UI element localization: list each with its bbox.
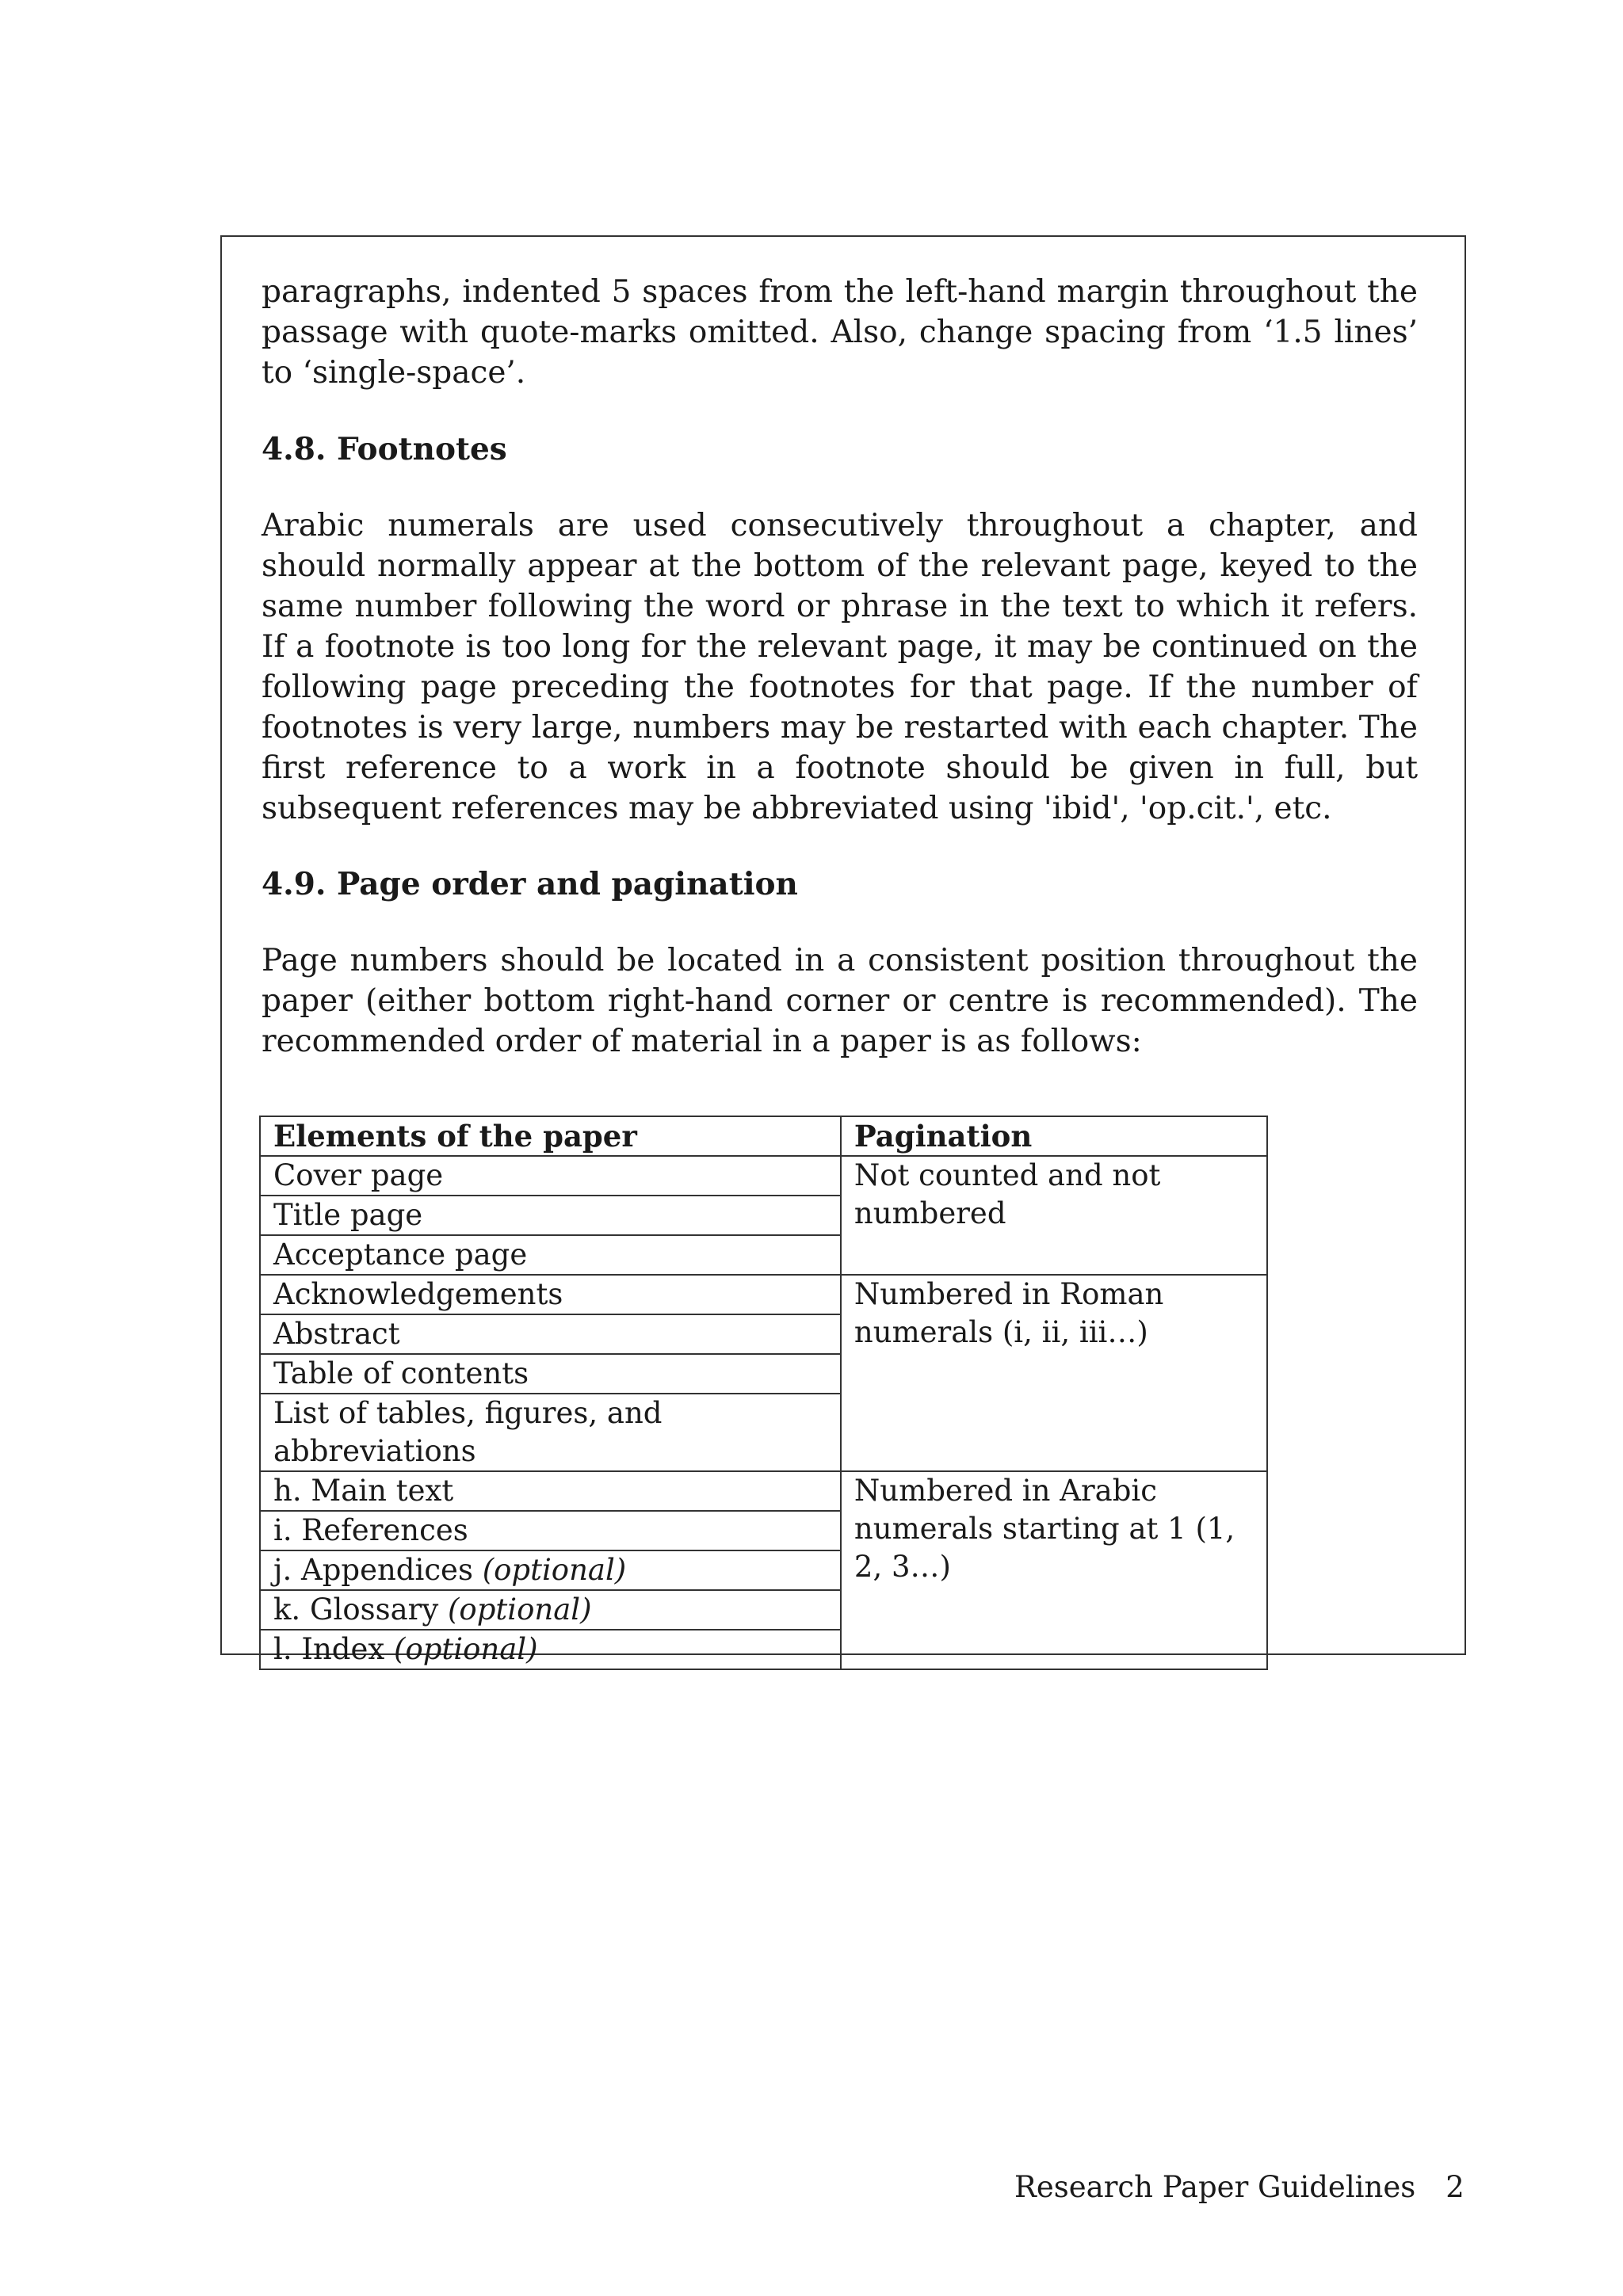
- header-elements: Elements of the paper: [260, 1116, 841, 1156]
- optional-label: (optional): [394, 1632, 538, 1666]
- optional-label: (optional): [482, 1553, 627, 1587]
- table-row: [260, 1471, 1267, 1511]
- element-cell: List of tables, figures, and abbreviations: [260, 1394, 841, 1471]
- element-cell: Title page: [260, 1196, 841, 1235]
- footnotes-heading: 4.8. Footnotes: [262, 431, 507, 467]
- element-cell: Acceptance page: [260, 1235, 841, 1275]
- element-cell: Abstract: [260, 1314, 841, 1354]
- element-label: k. Glossary: [273, 1592, 439, 1627]
- table-header-row: [260, 1116, 1267, 1156]
- page-order-table: [259, 1116, 1268, 1670]
- table-row: [260, 1275, 1267, 1314]
- footnotes-paragraph: Arabic numerals are used consecutively throughout a chapter, and should normally appear at the bottom of the relevant page, keyed to the same number following the word or phrase in the text to which it refers. If a footnote is too long for the relevant page, it may be continued on the following page preceding the footnotes for that page. If the number of footnotes is very large, numbers may be restarted with each chapter. The first reference to a work in a footnote should be given in full, but subsequent references may be abbreviated using 'ibid', 'op.cit.', etc.: [262, 508, 1418, 826]
- pagination-cell: Not counted and not numbered: [841, 1156, 1267, 1275]
- page-number: 2: [1445, 2170, 1465, 2204]
- pagination-cell: Numbered in Arabic numerals starting at 1 (1, 2, 3…): [841, 1471, 1267, 1669]
- footer-title: Research Paper Guidelines: [1014, 2170, 1416, 2204]
- optional-label: (optional): [448, 1592, 592, 1627]
- pagination-paragraph: Page numbers should be located in a consistent position throughout the paper (either bottom right-hand corner or centre is recommended). The recommended order of material in a paper is as follows:: [262, 943, 1418, 1059]
- header-pagination: Pagination: [841, 1116, 1267, 1156]
- table-row: [260, 1156, 1267, 1196]
- element-label: l. Index: [273, 1632, 385, 1666]
- element-cell: Acknowledgements: [260, 1275, 841, 1314]
- intro-paragraph: paragraphs, indented 5 spaces from the left-hand margin throughout the passage with quote-marks omitted. Also, change spacing from ‘1.5 lines’ to ‘single-space’.: [262, 274, 1418, 391]
- element-cell: [260, 1590, 841, 1630]
- element-cell: h. Main text: [260, 1471, 841, 1511]
- pagination-heading: 4.9. Page order and pagination: [262, 866, 798, 902]
- element-cell: i. References: [260, 1511, 841, 1550]
- main-content: [262, 272, 1418, 1062]
- page-footer: [1014, 2168, 1490, 2206]
- element-cell: [260, 1630, 841, 1669]
- pagination-cell: Numbered in Roman numerals (i, ii, iii…): [841, 1275, 1267, 1471]
- element-cell: Table of contents: [260, 1354, 841, 1394]
- element-cell: Cover page: [260, 1156, 841, 1196]
- element-label: j. Appendices: [273, 1553, 473, 1587]
- element-cell: [260, 1550, 841, 1590]
